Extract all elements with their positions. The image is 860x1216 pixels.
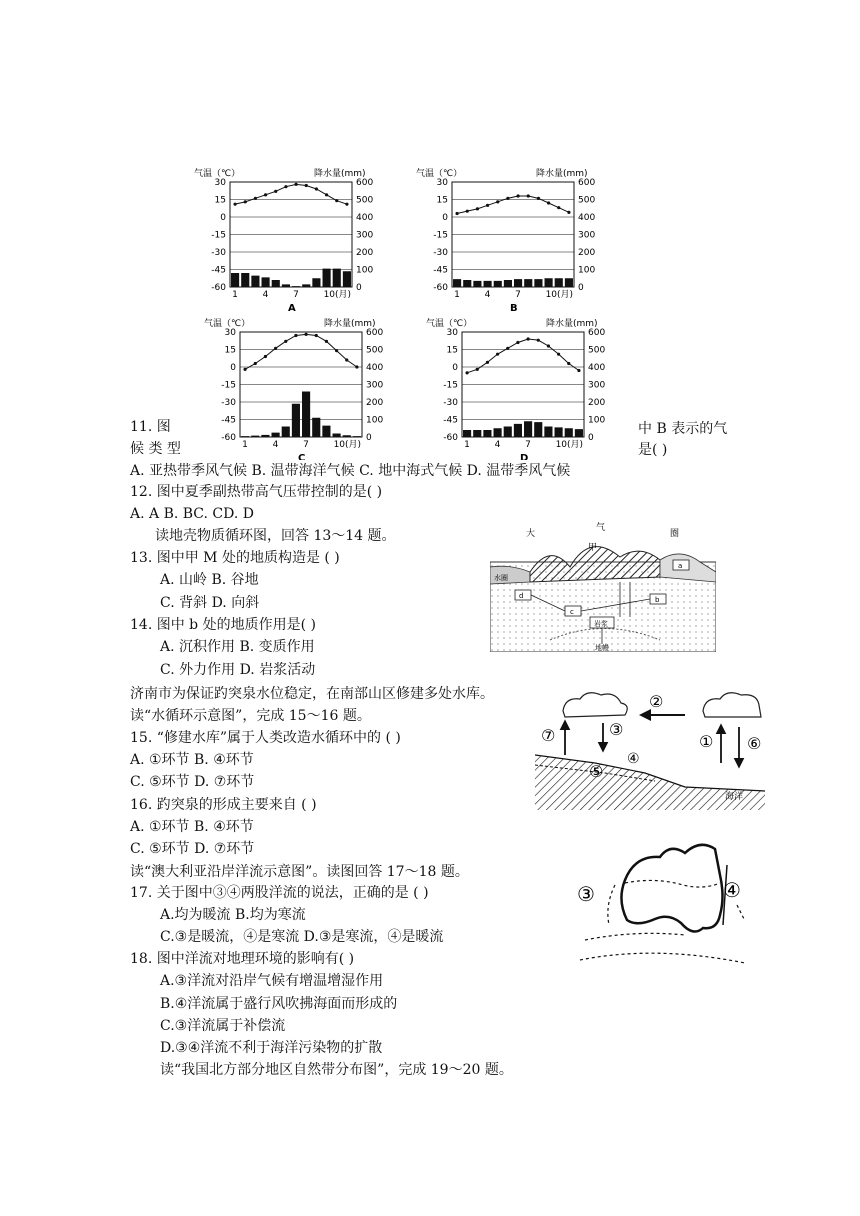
precip-tick: 600 xyxy=(578,178,596,188)
q18-option-b: B.④洋流属于盛行风吹拂海面而形成的 xyxy=(160,996,398,1012)
aus-labels-1: ④ xyxy=(723,878,741,902)
temp-tick: 30 xyxy=(224,328,236,338)
chart-label: C xyxy=(298,453,306,460)
precip-bar xyxy=(282,284,290,287)
precip-tick: 100 xyxy=(588,415,606,426)
rock-labels-5: a xyxy=(678,562,683,570)
temp-tick: -45 xyxy=(221,415,236,426)
temp-axis-label: 气温（℃） xyxy=(416,169,463,179)
chart-label: A xyxy=(288,303,296,314)
precip-bar xyxy=(312,418,320,437)
precip-bar xyxy=(555,278,563,287)
precip-tick: 200 xyxy=(588,398,606,408)
temp-point xyxy=(274,347,277,350)
q18-option-a: A.③洋流对沿岸气候有增温增湿作用 xyxy=(160,973,384,989)
precip-bar xyxy=(241,273,249,287)
q11-left-bottom: 候 类 型 xyxy=(130,441,181,457)
precip-tick: 0 xyxy=(588,433,594,443)
month-tick: 1 xyxy=(454,290,460,300)
rock-cycle-diagram xyxy=(490,522,716,652)
precip-tick: 600 xyxy=(366,328,384,338)
climate-charts xyxy=(190,160,620,460)
intro-17-18: 读“澳大利亚沿岸洋流示意图”。读图回答 17～18 题。 xyxy=(130,864,469,880)
temp-tick: 15 xyxy=(436,195,448,206)
precip-tick: 0 xyxy=(578,283,584,293)
precip-bar xyxy=(504,280,512,287)
temp-point xyxy=(345,203,348,206)
temp-point xyxy=(244,200,247,203)
precip-bar xyxy=(494,428,502,437)
temp-tick: 0 xyxy=(220,213,226,223)
q11-left-top: 11. 图 xyxy=(130,419,171,435)
precip-bar xyxy=(494,281,502,287)
temp-point xyxy=(325,193,328,196)
precip-tick: 300 xyxy=(588,380,606,391)
water-labels-0: ② xyxy=(649,692,664,711)
precip-tick: 400 xyxy=(366,363,384,373)
temp-point xyxy=(577,369,580,372)
water-labels-1: ⑦ xyxy=(541,726,556,745)
temp-point xyxy=(233,203,236,206)
water-labels-5: ① xyxy=(699,732,714,751)
precip-bar xyxy=(343,271,351,287)
precip-bar xyxy=(343,435,351,437)
aus-labels-0: ③ xyxy=(577,882,595,906)
precip-tick: 500 xyxy=(366,345,384,356)
precip-bar xyxy=(353,436,361,437)
precip-tick: 600 xyxy=(356,178,374,188)
precip-bar xyxy=(555,427,563,437)
precip-tick: 200 xyxy=(578,248,596,258)
precip-bar xyxy=(545,278,553,287)
month-tick: 10(月) xyxy=(545,290,574,300)
temp-point xyxy=(466,210,469,213)
precip-bar xyxy=(484,281,492,287)
temp-point xyxy=(264,355,267,358)
precip-bar xyxy=(231,273,239,287)
temp-tick: -45 xyxy=(433,265,448,276)
water-labels-2: ③ xyxy=(609,720,624,739)
temp-axis-label: 气温（℃） xyxy=(426,319,473,329)
temp-tick: 15 xyxy=(224,345,236,356)
precip-axis-label: 降水量(mm) xyxy=(536,169,588,179)
temp-point xyxy=(547,344,550,347)
month-tick: 4 xyxy=(272,440,279,450)
month-tick: 7 xyxy=(525,440,531,450)
precip-tick: 500 xyxy=(578,195,596,206)
temp-point xyxy=(567,362,570,365)
temp-point xyxy=(557,353,560,356)
precip-bar xyxy=(323,269,331,287)
temp-point xyxy=(496,200,499,203)
precip-tick: 300 xyxy=(578,230,596,241)
temp-tick: 30 xyxy=(214,178,226,188)
precip-bar xyxy=(241,436,249,437)
temp-point xyxy=(254,197,257,200)
precip-bar xyxy=(534,279,542,287)
intro-13-14: 读地壳物质循环图，回答 13～14 题。 xyxy=(155,528,396,544)
precip-axis-label: 降水量(mm) xyxy=(324,319,376,329)
q13-options-1: A. 山岭 B. 谷地 xyxy=(160,572,259,588)
precip-tick: 300 xyxy=(356,230,374,241)
q15-options-2: C. ⑤环节 D. ⑦环节 xyxy=(130,774,255,790)
chart-label: B xyxy=(510,303,518,314)
temp-point xyxy=(537,197,540,200)
q12-stem: 12. 图中夏季副热带高气压带控制的是( ) xyxy=(130,484,383,500)
month-tick: 1 xyxy=(242,440,248,450)
temp-point xyxy=(537,339,540,342)
temp-tick: -45 xyxy=(211,265,226,276)
precip-bar xyxy=(463,280,471,287)
precip-bar xyxy=(333,269,341,287)
temp-point xyxy=(345,358,348,361)
precip-tick: 0 xyxy=(366,433,372,443)
month-tick: 4 xyxy=(494,440,501,450)
q11-right-top: 中 B 表示的气 xyxy=(638,421,728,437)
q18-stem: 18. 图中洋流对地理环境的影响有( ) xyxy=(130,951,355,967)
precip-tick: 400 xyxy=(356,213,374,223)
intro-15-16-a: 济南市为保证趵突泉水位稳定，在南部山区修建多处水库。 xyxy=(130,686,494,702)
precip-bar xyxy=(251,436,259,437)
precip-bar xyxy=(473,281,481,287)
precip-bar xyxy=(565,278,573,287)
temp-tick: 30 xyxy=(436,178,448,188)
precip-bar xyxy=(282,427,290,438)
precip-tick: 200 xyxy=(366,398,384,408)
q15-stem: 15. “修建水库”属于人类改造水循环中的 ( ) xyxy=(130,730,401,746)
precip-tick: 100 xyxy=(366,415,384,426)
climate-chart-b xyxy=(416,167,595,314)
q13-options-2: C. 背斜 D. 向斜 xyxy=(160,595,260,611)
precip-axis-label: 降水量(mm) xyxy=(314,169,366,179)
q17-options-1: A.均为暖流 B.均为寒流 xyxy=(160,907,306,923)
temp-point xyxy=(526,337,529,340)
precip-bar xyxy=(262,277,270,287)
temp-tick: 15 xyxy=(446,345,458,356)
temp-point xyxy=(304,333,307,336)
precip-tick: 100 xyxy=(578,265,596,276)
month-tick: 4 xyxy=(484,290,491,300)
temp-point xyxy=(315,187,318,190)
temp-tick: -15 xyxy=(211,230,226,241)
month-tick: 7 xyxy=(303,440,309,450)
q14-options-2: C. 外力作用 D. 岩浆活动 xyxy=(160,662,316,678)
precip-tick: 300 xyxy=(366,380,384,391)
q16-stem: 16. 趵突泉的形成主要来自 ( ) xyxy=(130,797,317,813)
rock-labels-2: 甲 xyxy=(588,543,598,553)
precip-bar xyxy=(524,421,532,437)
australia-current-map xyxy=(575,835,760,970)
temp-point xyxy=(294,334,297,337)
temp-line xyxy=(235,184,347,204)
q11-right-bottom: 是( ) xyxy=(638,442,668,458)
temp-point xyxy=(325,340,328,343)
temp-point xyxy=(284,340,287,343)
temp-tick: -15 xyxy=(443,380,458,391)
temp-point xyxy=(465,371,468,374)
precip-bar xyxy=(312,278,320,287)
precip-bar xyxy=(261,435,269,437)
precip-bar xyxy=(463,430,471,437)
rock-labels-3: 圈 xyxy=(670,529,680,539)
precip-axis-label: 降水量(mm) xyxy=(546,319,598,329)
temp-tick: -60 xyxy=(433,283,448,293)
temp-line xyxy=(457,196,569,214)
precip-bar xyxy=(483,430,491,437)
month-tick: 10(月) xyxy=(333,440,362,450)
q14-stem: 14. 图中 b 处的地质作用是( ) xyxy=(130,617,316,633)
month-tick: 4 xyxy=(262,290,269,300)
temp-point xyxy=(305,184,308,187)
temp-point xyxy=(567,211,570,214)
temp-point xyxy=(355,365,358,368)
temp-tick: 30 xyxy=(446,328,458,338)
month-tick: 1 xyxy=(232,290,238,300)
precip-bar xyxy=(504,427,512,438)
q16-options-1: A. ①环节 B. ④环节 xyxy=(130,819,254,835)
month-tick: 7 xyxy=(515,290,521,300)
temp-point xyxy=(516,194,519,197)
q17-stem: 17. 关于图中③④两股洋流的说法，正确的是 ( ) xyxy=(130,885,429,901)
chart-label: D xyxy=(520,453,529,460)
precip-bar xyxy=(514,424,522,437)
q18-option-d: D.③④洋流不利于海洋污染物的扩散 xyxy=(160,1040,383,1056)
temp-axis-label: 气温（℃） xyxy=(204,319,251,329)
temp-point xyxy=(486,204,489,207)
temp-point xyxy=(506,347,509,350)
temp-tick: 0 xyxy=(442,213,448,223)
temp-point xyxy=(335,349,338,352)
water-labels-4: ⑤ xyxy=(589,762,604,781)
temp-tick: -30 xyxy=(221,398,236,408)
precip-tick: 400 xyxy=(588,363,606,373)
month-tick: 7 xyxy=(293,290,299,300)
climate-chart-a xyxy=(194,167,373,314)
temp-point xyxy=(547,201,550,204)
temp-point xyxy=(557,206,560,209)
precip-tick: 500 xyxy=(588,345,606,356)
q17-options-2: C.③是暖流，④是寒流 D.③是寒流，④是暖流 xyxy=(160,929,444,945)
temp-point xyxy=(486,361,489,364)
temp-tick: 0 xyxy=(230,363,236,373)
temp-point xyxy=(455,212,458,215)
temp-point xyxy=(496,353,499,356)
precip-tick: 0 xyxy=(356,283,362,293)
temp-point xyxy=(335,199,338,202)
precip-bar xyxy=(534,422,542,437)
precip-bar xyxy=(251,276,259,287)
temp-tick: 15 xyxy=(214,195,226,206)
precip-tick: 400 xyxy=(578,213,596,223)
month-tick: 10(月) xyxy=(555,440,584,450)
temp-point xyxy=(284,185,287,188)
temp-line xyxy=(245,334,357,369)
precip-bar xyxy=(544,427,552,438)
temp-point xyxy=(294,183,297,186)
precip-bar xyxy=(272,433,280,437)
temp-tick: -15 xyxy=(221,380,236,391)
climate-chart-d xyxy=(426,317,605,460)
temp-tick: 0 xyxy=(452,363,458,373)
temp-point xyxy=(506,197,509,200)
temp-tick: -60 xyxy=(221,433,236,443)
temp-point xyxy=(527,194,530,197)
temp-point xyxy=(476,207,479,210)
rock-labels-4: 水圈 xyxy=(494,574,508,582)
water-labels-6: ⑥ xyxy=(747,734,762,753)
intro-15-16-b: 读“水循环示意图”，完成 15～16 题。 xyxy=(130,708,371,724)
temp-point xyxy=(315,334,318,337)
temp-tick: -30 xyxy=(443,398,458,408)
temp-point xyxy=(264,193,267,196)
rock-labels-9: 岩浆 xyxy=(594,620,608,628)
precip-bar xyxy=(575,429,583,437)
water-labels-3: ④ xyxy=(627,751,640,767)
precip-tick: 100 xyxy=(356,265,374,276)
temp-tick: -45 xyxy=(443,415,458,426)
precip-bar xyxy=(302,284,310,287)
precip-tick: 200 xyxy=(356,248,374,258)
temp-tick: -30 xyxy=(211,248,226,258)
precip-bar xyxy=(322,426,330,437)
precip-bar xyxy=(333,434,341,438)
precip-bar xyxy=(292,404,300,437)
rock-labels-1: 气 xyxy=(596,523,606,533)
temp-point xyxy=(516,341,519,344)
rock-labels-10: 地幔 xyxy=(595,644,609,652)
precip-bar xyxy=(473,430,481,437)
q15-options-1: A. ①环节 B. ④环节 xyxy=(130,752,254,768)
temp-point xyxy=(254,362,257,365)
precip-bar xyxy=(302,392,310,438)
precip-bar xyxy=(514,279,522,287)
precip-tick: 500 xyxy=(356,195,374,206)
temp-line xyxy=(467,339,579,373)
rock-labels-7: c xyxy=(570,608,574,616)
q11-options: A. 亚热带季风气候 B. 温带海洋气候 C. 地中海式气候 D. 温带季风气候 xyxy=(130,463,571,479)
temp-point xyxy=(243,368,246,371)
rock-labels-8: d xyxy=(519,592,524,600)
q18-option-c: C.③洋流属于补偿流 xyxy=(160,1018,286,1034)
q16-options-2: C. ⑤环节 D. ⑦环节 xyxy=(130,841,255,857)
temp-axis-label: 气温（℃） xyxy=(194,169,241,179)
precip-bar xyxy=(292,286,300,287)
q12-options: A. A B. BC. CD. D xyxy=(130,506,254,522)
temp-tick: -60 xyxy=(443,433,458,443)
precip-bar xyxy=(524,279,532,287)
precip-bar xyxy=(272,280,280,287)
climate-chart-c xyxy=(204,317,383,460)
rock-labels-0: 大 xyxy=(526,529,536,539)
q13-stem: 13. 图中甲 M 处的地质构造是 ( ) xyxy=(130,550,340,566)
intro-19-20: 读“我国北方部分地区自然带分布图”，完成 19～20 题。 xyxy=(160,1062,513,1078)
month-tick: 10(月) xyxy=(323,290,352,300)
rock-labels-6: b xyxy=(655,596,660,604)
precip-bar xyxy=(453,279,461,287)
month-tick: 1 xyxy=(464,440,470,450)
water-labels-7: 海洋 xyxy=(725,792,744,802)
temp-point xyxy=(274,190,277,193)
temp-point xyxy=(476,368,479,371)
temp-tick: -60 xyxy=(211,283,226,293)
temp-tick: -30 xyxy=(433,248,448,258)
precip-tick: 600 xyxy=(588,328,606,338)
water-cycle-diagram xyxy=(535,685,765,810)
q14-options-1: A. 沉积作用 B. 变质作用 xyxy=(160,639,315,655)
precip-bar xyxy=(565,428,573,437)
temp-tick: -15 xyxy=(433,230,448,241)
